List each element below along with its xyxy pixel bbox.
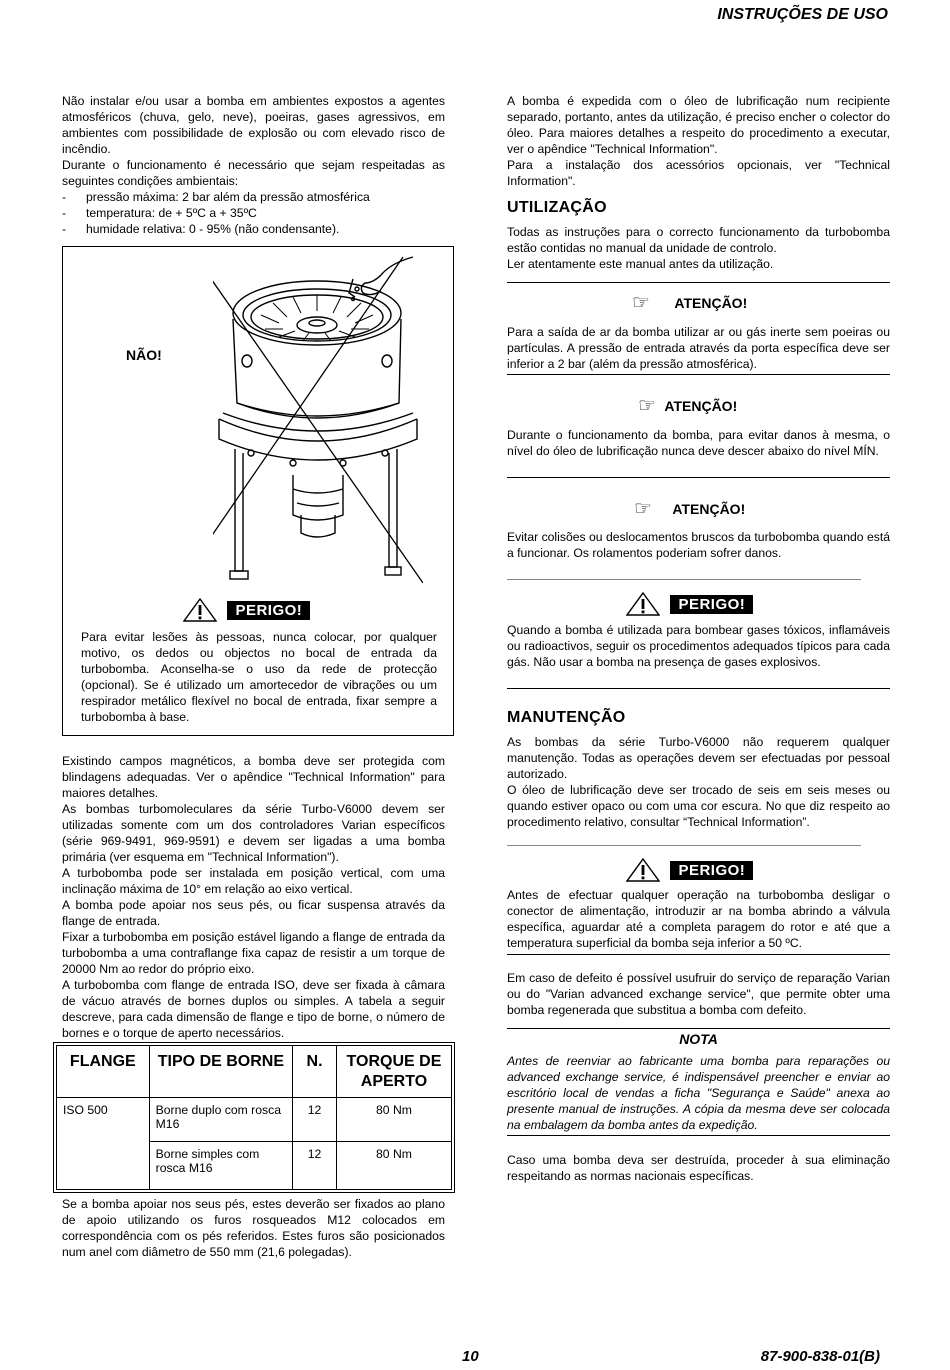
paragraph: As bombas turbomoleculares da série Turbo-V6000 devem ser utilizadas somente com um dos controladores Varian específicos (série 969-9491, 969-9591) e devem ser ligadas a uma bomba primária (ver esquema em "Technical Information"). xyxy=(62,802,445,864)
left-column-bottom xyxy=(62,753,445,1041)
paragraph: Existindo campos magnéticos, a bomba deve ser protegida com blindagens adequadas. Ver o apêndice "Technical Information" para maiores detalhes. xyxy=(62,754,445,800)
table-header-row xyxy=(57,1046,452,1098)
table-cell: 80 Nm xyxy=(336,1098,451,1142)
danger-header xyxy=(183,598,310,620)
divider xyxy=(507,282,890,283)
note-title: NOTA xyxy=(679,1031,718,1047)
list-item: - humidade relativa: 0 - 95% (não condensante). xyxy=(62,221,445,237)
warning-triangle-icon xyxy=(183,598,217,622)
divider xyxy=(507,954,890,955)
danger-header xyxy=(626,592,753,616)
danger-text: Quando a bomba é utilizada para bombear gases tóxicos, inflamáveis ou radioactivos, seguir os procedimentos adequados típicos para cada gás. Não usar a bomba na presença de gases explosivos. xyxy=(507,623,890,669)
danger-label: PERIGO! xyxy=(670,861,753,880)
attention-label: ATENÇÃO! xyxy=(664,397,738,414)
paragraph: Caso uma bomba deva ser destruída, proceder à sua eliminação respeitando as normas nacionais específicas. xyxy=(507,1153,890,1183)
danger-header xyxy=(626,858,753,882)
attention-text: Evitar colisões ou deslocamentos bruscos da turbobomba quando está a funcionar. Os rolamentos poderiam sofrer danos. xyxy=(507,530,890,560)
column-header: N. xyxy=(293,1046,337,1098)
paragraph: A bomba pode apoiar nos seus pés, ou ficar suspensa através da flange de entrada. xyxy=(62,898,445,928)
paragraph: A bomba é expedida com o óleo de lubrificação num recipiente separado, portanto, antes da utilização, é preciso encher o colector do óleo. Para maiores detalhes a respeito do procedimento a executar, ver o apêndice "Technical Information". xyxy=(507,94,890,156)
divider xyxy=(507,579,861,580)
pointing-hand-icon: ☞ xyxy=(638,395,656,417)
table-cell: 12 xyxy=(293,1098,337,1142)
attention-header xyxy=(632,290,747,315)
table-cell: ISO 500 xyxy=(57,1098,150,1190)
attention-header xyxy=(638,393,737,418)
divider xyxy=(507,374,890,375)
paragraph: O óleo de lubrificação deve ser trocado de seis em seis meses ou quando estiver opaco ou com uma cor escura. No que diz respeito ao procedimento relativo, consultar “Technical Information”. xyxy=(507,783,890,829)
flange-table xyxy=(56,1045,452,1190)
document-code: 87-900-838-01(B) xyxy=(760,1348,880,1365)
paragraph: Se a bomba apoiar nos seus pés, estes deverão ser fixados ao plano de apoio utilizando os furos rosqueados M12 colocados em correspondência com os pés referidos. Estes furos são posicionados num anel com diâmetro de 550 mm (21,6 polegadas). xyxy=(62,1197,445,1259)
table-row xyxy=(57,1098,452,1142)
right-column-top xyxy=(507,93,890,189)
figure-box xyxy=(62,246,454,736)
note-text: Antes de reenviar ao fabricante uma bomba para reparações ou advanced exchange service, é indispensável preencher e enviar ao escritório local de vendas a ficha "Segurança e Saúde" anexa ao presente manual de instruções. A cópia da mesma deve ser colocada na embalagem da bomba antes da expedição. xyxy=(507,1054,890,1132)
paragraph: A turbobomba com flange de entrada ISO, deve ser fixada à câmara de vácuo através de bornes duplos ou simples. A tabela a seguir descreve, para cada dimensão de flange e tipo de borne, o número de bornes e o torque de aperto necessários. xyxy=(62,978,445,1040)
table-cell: 12 xyxy=(293,1142,337,1190)
page-header-title: INSTRUÇÕES DE USO xyxy=(717,6,888,23)
warning-triangle-icon xyxy=(626,858,660,882)
section-title-utilizacao: UTILIZAÇÃO xyxy=(507,199,607,216)
table-cell: Borne duplo com rosca M16 xyxy=(149,1098,293,1142)
divider xyxy=(507,688,890,689)
column-header: FLANGE xyxy=(57,1046,150,1098)
danger-text: Para evitar lesões às pessoas, nunca colocar, por qualquer motivo, os dedos ou objectos no bocal de entrada da turbobomba. Aconselha-se o uso da rede de protecção (opcional). Se é utilizado um amortecedor de vibrações ou um respirador metálico flexível no bocal de entrada, fixar sempre a turbobomba à base. xyxy=(81,630,437,724)
danger-text: Antes de efectuar qualquer operação na turbobomba desligar o conector de alimentação, introduzir ar na bomba abrindo a válvula específica, aguardar até a completa paragem do rotor e até que a temperatura superficial da bomba seja inferior a 50 ºC. xyxy=(507,888,890,950)
divider xyxy=(507,1135,890,1136)
left-column-top xyxy=(62,93,445,237)
table-cell: 80 Nm xyxy=(336,1142,451,1190)
column-header: TIPO DE BORNE xyxy=(149,1046,293,1098)
divider xyxy=(507,1028,890,1029)
list-item: - temperatura: de + 5ºC a + 35ºC xyxy=(62,205,445,221)
section-title-manutencao: MANUTENÇÃO xyxy=(507,709,626,726)
attention-text: Para a saída de ar da bomba utilizar ar ou gás inerte sem poeiras ou partículas. A pressão de entrada através da porta específica deve ser inferior a 2 bar (além da pressão atmosférica). xyxy=(507,325,890,371)
paragraph: Todas as instruções para o correcto funcionamento da turbobomba estão contidas no manual da unidade de controlo. xyxy=(507,225,890,255)
figure-label-nao: NÃO! xyxy=(126,347,162,363)
list-item: - pressão máxima: 2 bar além da pressão atmosférica xyxy=(62,189,445,205)
paragraph: A turbobomba pode ser instalada em posição vertical, com uma inclinação máxima de 10° em relação ao eixo vertical. xyxy=(62,866,445,896)
paragraph: Não instalar e/ou usar a bomba em ambientes expostos a agentes atmosféricos (chuva, gelo, neve), poeiras, gases agressivos, em ambientes com possibilidade de explosão ou com elevado risco de incêndio. xyxy=(62,94,445,156)
paragraph: As bombas da série Turbo-V6000 não requerem qualquer manutenção. Todas as operações devem ser efectuadas por pessoal autorizado. xyxy=(507,735,890,781)
paragraph: Ler atentamente este manual antes da utilização. xyxy=(507,257,774,271)
pointing-hand-icon: ☞ xyxy=(632,292,650,314)
attention-header xyxy=(634,496,745,521)
utilizacao-text xyxy=(507,224,890,272)
page-number: 10 xyxy=(462,1348,479,1365)
danger-label: PERIGO! xyxy=(670,595,753,614)
manutencao-text xyxy=(507,734,890,830)
paragraph: Em caso de defeito é possível usufruir do serviço de reparação Varian ou do "Varian advanced exchange service", que permite obter uma bomba regenerada que substitua a bomba com defeito. xyxy=(507,971,890,1017)
table-cell: Borne simples com rosca M16 xyxy=(149,1142,293,1190)
paragraph: Durante o funcionamento é necessário que sejam respeitadas as seguintes condições ambientais: xyxy=(62,158,445,188)
divider xyxy=(507,477,890,478)
danger-label: PERIGO! xyxy=(227,601,310,620)
attention-label: ATENÇÃO! xyxy=(672,500,746,517)
pump-illustration xyxy=(213,253,423,593)
paragraph: Fixar a turbobomba em posição estável ligando a flange de entrada da turbobomba a uma contraflange fixa capaz de resistir a um torque de 20000 Nm ao redor do próprio eixo. xyxy=(62,930,445,976)
attention-text: Durante o funcionamento da bomba, para evitar danos à mesma, o nível do óleo de lubrificação nunca deve descer abaixo do nível MÍN. xyxy=(507,428,890,458)
warning-triangle-icon xyxy=(626,592,660,616)
divider xyxy=(507,845,861,846)
column-header: TORQUE DE APERTO xyxy=(336,1046,451,1098)
attention-label: ATENÇÃO! xyxy=(674,294,748,311)
conditions-list xyxy=(62,189,445,237)
paragraph: Para a instalação dos acessórios opcionais, ver "Technical Information". xyxy=(507,158,890,188)
pointing-hand-icon: ☞ xyxy=(634,498,652,520)
